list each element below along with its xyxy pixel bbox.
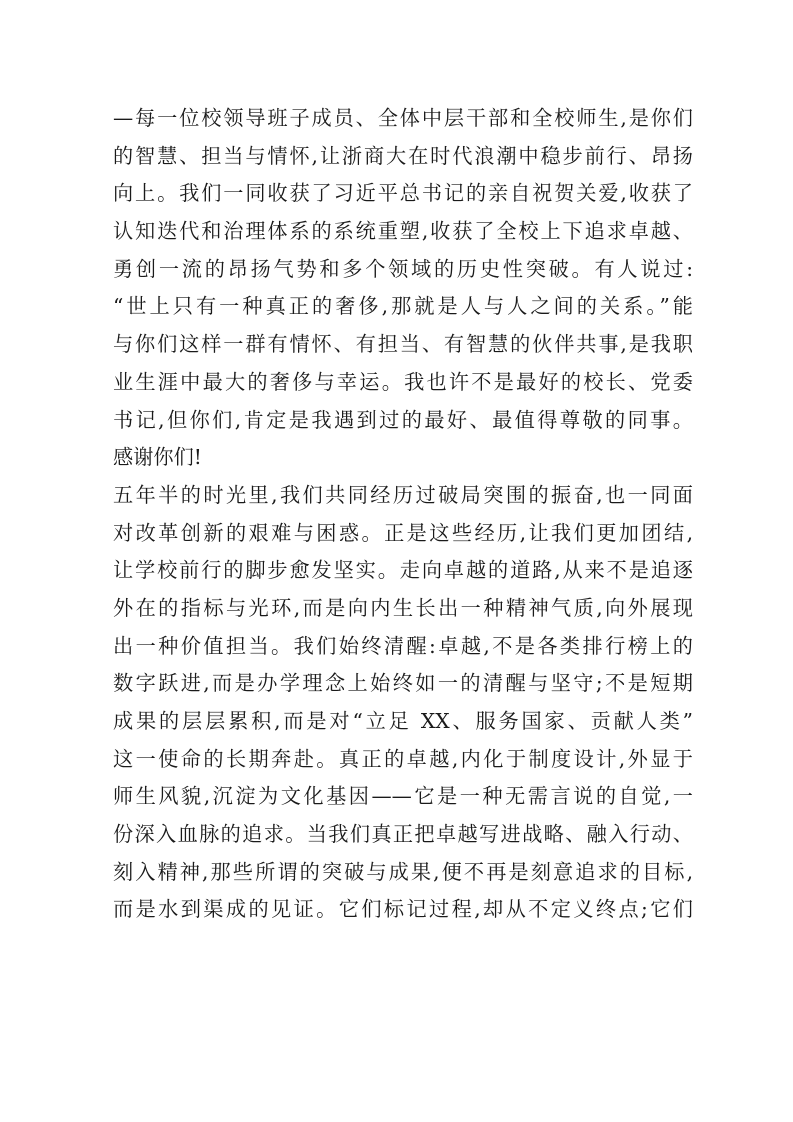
text-line: 对改革创新的艰难与困惑。正是这些经历,让我们更加团结, (113, 520, 693, 545)
text-line: 五年半的时光里,我们共同经历过破局突围的振奋,也一同面 (113, 482, 693, 507)
text-line: 份深入血脉的追求。当我们真正把卓越写进战略、融入行动、 (113, 822, 693, 847)
text-line: 向上。我们一同收获了习近平总书记的亲自祝贺关爱,收获了 (113, 181, 693, 206)
text-line: 师生风貌,沉淀为文化基因——它是一种无需言说的自觉,一 (113, 784, 693, 809)
text-line: 书记,但你们,肯定是我遇到过的最好、最值得尊敬的同事。 (113, 407, 693, 432)
text-line: 认知迭代和治理体系的系统重塑,收获了全校上下追求卓越、 (113, 219, 693, 244)
text-line: 刻入精神,那些所谓的突破与成果,便不再是刻意追求的目标, (113, 859, 693, 884)
text-line: 而是水到渠成的见证。它们标记过程,却从不定义终点;它们 (113, 897, 693, 922)
text-line: —每一位校领导班子成员、全体中层干部和全校师生,是你们 (113, 106, 693, 130)
text-line: 成果的层层累积,而是对“立足 XX、服务国家、贡献人类” (113, 709, 693, 733)
text-line: 这一使命的长期奔赴。真正的卓越,内化于制度设计,外显于 (113, 746, 693, 771)
text-line: “世上只有一种真正的奢侈,那就是人与人之间的关系。”能 (113, 294, 693, 319)
text-line: 的智慧、担当与情怀,让浙商大在时代浪潮中稳步前行、昂扬 (113, 143, 693, 168)
body-text (113, 100, 693, 929)
text-line: 勇创一流的昂扬气势和多个领域的历史性突破。有人说过: (113, 256, 693, 281)
text-line: 与你们这样一群有情怀、有担当、有智慧的伙伴共事,是我职 (113, 332, 693, 357)
text-line: 外在的指标与光环,而是向内生长出一种精神气质,向外展现 (113, 595, 693, 620)
text-line: 让学校前行的脚步愈发坚实。走向卓越的道路,从来不是追逐 (113, 558, 693, 583)
text-line: 感谢你们! (113, 445, 202, 470)
text-line: 业生涯中最大的奢侈与幸运。我也许不是最好的校长、党委 (113, 369, 693, 394)
text-line: 出一种价值担当。我们始终清醒:卓越,不是各类排行榜上的 (113, 633, 693, 658)
text-line: 数字跃进,而是办学理念上始终如一的清醒与坚守;不是短期 (113, 671, 693, 696)
